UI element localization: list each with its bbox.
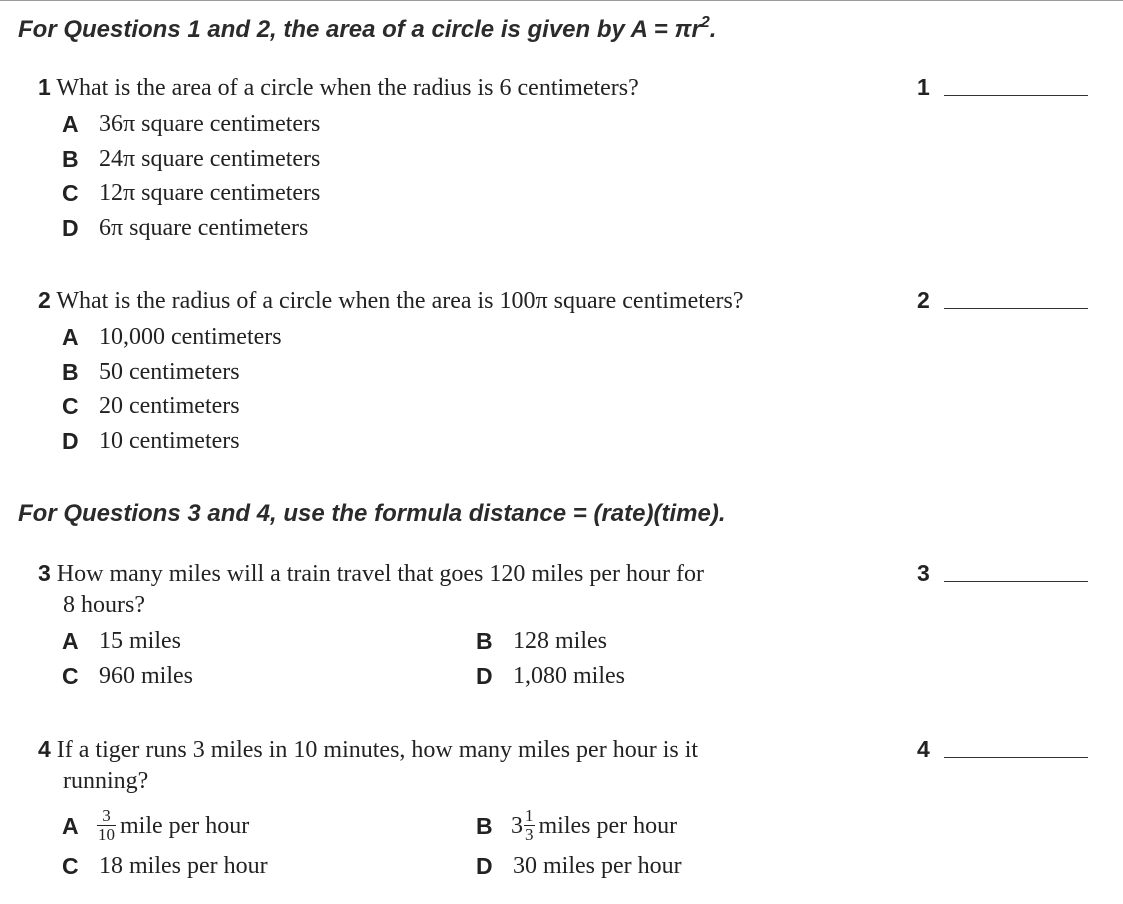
choice-text: 36π square centimeters bbox=[99, 111, 321, 137]
mixed-number-whole: 3 bbox=[511, 813, 523, 839]
choice-text: 10 centimeters bbox=[99, 427, 240, 454]
heading-exponent: 2 bbox=[700, 14, 710, 31]
fraction bbox=[524, 807, 535, 844]
choice-letter: C bbox=[62, 853, 79, 879]
choice-letter: B bbox=[476, 628, 493, 654]
choice-c[interactable] bbox=[38, 176, 1123, 211]
choice-text: 10,000 centimeters bbox=[99, 324, 282, 350]
fraction-numerator: 1 bbox=[525, 805, 534, 825]
choice-b[interactable] bbox=[38, 355, 1123, 390]
question-text-line2: running? bbox=[63, 768, 149, 794]
choice-grid bbox=[38, 802, 1123, 888]
choice-letter: B bbox=[62, 358, 79, 385]
question-4 bbox=[38, 734, 1123, 888]
choice-text-group bbox=[97, 806, 249, 846]
choice-text: 15 miles bbox=[99, 628, 181, 654]
question-text-line2: 8 hours? bbox=[63, 592, 145, 618]
fraction-numerator: 3 bbox=[97, 807, 116, 826]
question-number: 2 bbox=[38, 287, 51, 313]
question-number: 1 bbox=[38, 74, 51, 100]
choice-text-group bbox=[511, 806, 677, 846]
choice-letter: B bbox=[62, 145, 79, 172]
choice-letter: A bbox=[62, 324, 79, 350]
choice-list bbox=[38, 320, 1123, 458]
choice-a[interactable] bbox=[38, 320, 1123, 355]
choice-text: mile per hour bbox=[120, 813, 250, 839]
choice-text: 20 centimeters bbox=[99, 393, 240, 419]
choice-b[interactable] bbox=[38, 142, 1123, 177]
question-2 bbox=[38, 285, 1123, 458]
choice-text: 12π square centimeters bbox=[99, 180, 321, 206]
fraction bbox=[97, 807, 116, 844]
choice-d[interactable] bbox=[38, 424, 1123, 459]
answer-blank[interactable] bbox=[944, 95, 1088, 96]
fraction-denominator: 10 bbox=[98, 824, 115, 844]
answer-label: 2 bbox=[917, 287, 930, 313]
heading-period: . bbox=[709, 16, 717, 43]
choice-text: 30 miles per hour bbox=[513, 853, 682, 879]
question-text: What is the area of a circle when the radius is 6 centimeters? bbox=[56, 75, 639, 101]
choice-list bbox=[38, 107, 1123, 245]
choice-letter: A bbox=[62, 111, 79, 137]
choice-text: miles per hour bbox=[538, 813, 678, 839]
choice-text: 18 miles per hour bbox=[99, 853, 268, 879]
answer-blank[interactable] bbox=[944, 581, 1088, 582]
choice-letter: D bbox=[62, 427, 79, 454]
answer-blank[interactable] bbox=[944, 308, 1088, 309]
answer-label: 4 bbox=[917, 736, 930, 762]
choice-c[interactable] bbox=[38, 389, 1123, 424]
question-1 bbox=[38, 72, 1123, 245]
question-stem bbox=[38, 285, 1123, 317]
choice-letter: A bbox=[62, 813, 79, 839]
fraction-denominator: 3 bbox=[525, 824, 534, 844]
choice-letter: D bbox=[62, 214, 79, 241]
question-number: 4 bbox=[38, 736, 51, 762]
choice-d[interactable] bbox=[38, 211, 1123, 246]
question-number: 3 bbox=[38, 560, 51, 586]
choice-text: 128 miles bbox=[513, 628, 607, 654]
answer-label: 1 bbox=[917, 74, 930, 100]
answer-blank[interactable] bbox=[944, 757, 1088, 758]
choice-a[interactable] bbox=[38, 107, 1123, 142]
section-heading-area-formula bbox=[18, 14, 716, 44]
choice-letter: D bbox=[476, 662, 493, 689]
top-border bbox=[0, 0, 1123, 1]
question-text-line1: How many miles will a train travel that goes 120 miles per hour for bbox=[56, 561, 704, 587]
choice-text: 24π square centimeters bbox=[99, 145, 321, 172]
question-text-line1: If a tiger runs 3 miles in 10 minutes, how many miles per hour is it bbox=[56, 737, 699, 763]
question-3 bbox=[38, 558, 1123, 693]
question-stem bbox=[38, 72, 1123, 104]
heading-text: For Questions 1 and 2, the area of a circle is given by A = πr bbox=[18, 16, 701, 43]
choice-text: 6π square centimeters bbox=[99, 214, 309, 241]
question-text: What is the radius of a circle when the area is 100π square centimeters? bbox=[56, 288, 744, 314]
choice-letter: B bbox=[476, 813, 493, 839]
choice-letter: C bbox=[62, 180, 79, 206]
section-heading-distance-formula: For Questions 3 and 4, use the formula distance = (rate)(time). bbox=[18, 500, 726, 527]
choice-text: 1,080 miles bbox=[513, 662, 625, 689]
choice-letter: C bbox=[62, 662, 79, 689]
question-stem bbox=[38, 734, 1123, 766]
choice-text: 50 centimeters bbox=[99, 358, 240, 385]
answer-label: 3 bbox=[917, 560, 930, 586]
choice-letter: A bbox=[62, 628, 79, 654]
choice-letter: C bbox=[62, 393, 79, 419]
choice-text: 960 miles bbox=[99, 662, 193, 689]
choice-grid bbox=[38, 624, 1123, 693]
question-stem bbox=[38, 558, 1123, 590]
choice-letter: D bbox=[476, 853, 493, 879]
